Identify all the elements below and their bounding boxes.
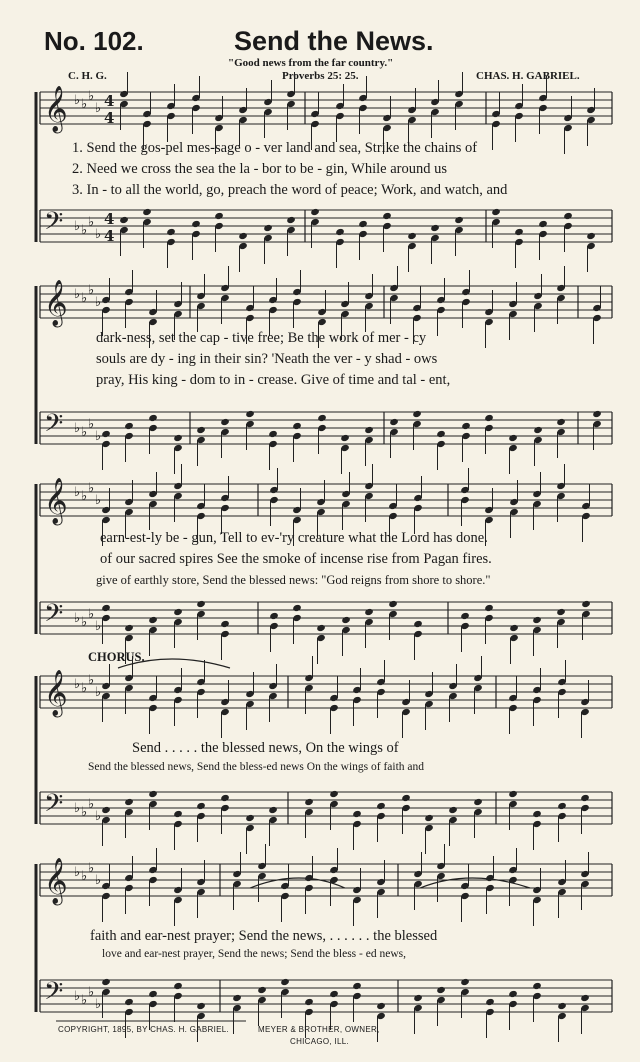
note-head: [563, 212, 573, 220]
note-head: [101, 430, 111, 438]
verse-1-line-3: earn-est-ly be - gun, Tell to ev-'ry creature what the Lord has done.: [100, 530, 488, 546]
time-signature-bottom: 4: [104, 227, 115, 245]
note-head: [413, 994, 423, 1002]
flat-icon: ♭: [74, 287, 81, 302]
flat-icon: ♭: [74, 421, 81, 436]
note-head: [358, 220, 368, 228]
note-head: [292, 422, 302, 430]
bass-clef-icon: 𝄢: [44, 599, 64, 634]
flat-icon: ♭: [95, 429, 102, 444]
note-head: [454, 216, 464, 224]
note-head: [148, 790, 158, 798]
flat-icon: ♭: [74, 677, 81, 692]
note-head: [508, 790, 518, 798]
note-head: [263, 224, 273, 232]
treble-clef-icon: 𝄞: [44, 280, 68, 326]
note-head: [316, 624, 326, 632]
note-head: [292, 604, 302, 612]
flat-icon: ♭: [81, 97, 88, 112]
flat-icon: ♭: [81, 223, 88, 238]
flat-icon: ♭: [88, 89, 95, 104]
note-head: [376, 1002, 386, 1010]
note-head: [214, 212, 224, 220]
note-head: [473, 798, 483, 806]
note-head: [491, 208, 501, 216]
verse-2-line-3: of our sacred spires See the smoke of incense rise from Pagan fires.: [100, 551, 492, 567]
note-head: [460, 612, 470, 620]
note-head: [581, 600, 591, 608]
chorus-line-2-alto: love and ear-nest prayer, Send the news; Send the bless - ed news,: [102, 948, 406, 960]
note-head: [533, 426, 543, 434]
note-head: [304, 798, 314, 806]
flat-icon: ♭: [88, 215, 95, 230]
note-head: [119, 216, 129, 224]
note-head: [341, 616, 351, 624]
flat-icon: ♭: [74, 93, 81, 108]
note-head: [317, 414, 327, 422]
note-head: [148, 414, 158, 422]
flat-icon: ♭: [88, 797, 95, 812]
note-head: [220, 418, 230, 426]
note-head: [101, 604, 111, 612]
flat-icon: ♭: [95, 619, 102, 634]
note-head: [413, 620, 423, 628]
flat-icon: ♭: [95, 873, 102, 888]
flat-icon: ♭: [88, 417, 95, 432]
bass-clef-icon: 𝄢: [44, 977, 64, 1012]
chorus-label: CHORUS.: [88, 650, 145, 664]
note-head: [280, 978, 290, 986]
note-head: [268, 430, 278, 438]
publisher-city: CHICAGO, ILL.: [290, 1037, 350, 1046]
note-head: [514, 228, 524, 236]
note-head: [364, 426, 374, 434]
flat-icon: ♭: [81, 291, 88, 306]
note-head: [196, 600, 206, 608]
verse-3-line-3: give of earthly store, Send the blessed news: "God reigns from shore to shore.": [96, 573, 491, 587]
treble-clef-icon: 𝄞: [44, 86, 68, 132]
note-head: [532, 810, 542, 818]
verse-3-line-1: 3. In - to all the world, go, preach the word of peace; Work, and watch, and: [72, 182, 508, 198]
note-head: [124, 624, 134, 632]
note-head: [196, 426, 206, 434]
flat-icon: ♭: [88, 283, 95, 298]
note-head: [508, 990, 518, 998]
verse-3-line-2: pray, His king - dom to in - crease. Give of time and tal - ent,: [96, 372, 451, 388]
verse-1-line-1: 1. Send the gos-pel mes-sage o - ver land and sea, Strike the chains of: [72, 140, 478, 156]
flat-icon: ♭: [74, 485, 81, 500]
note-head: [436, 986, 446, 994]
flat-icon: ♭: [74, 865, 81, 880]
flat-icon: ♭: [88, 607, 95, 622]
flat-icon: ♭: [95, 101, 102, 116]
note-head: [401, 794, 411, 802]
note-head: [173, 608, 183, 616]
note-head: [556, 608, 566, 616]
hymn-title: Send the News.: [234, 26, 434, 56]
note-head: [532, 982, 542, 990]
note-head: [484, 604, 494, 612]
verse-2-line-2: souls are dy - ing in their sin? 'Neath the ver - y shad - ows: [96, 351, 438, 367]
note-head: [335, 228, 345, 236]
note-head: [580, 994, 590, 1002]
note-head: [484, 414, 494, 422]
publisher-owner: MEYER & BROTHER, OWNER,: [258, 1025, 380, 1034]
flat-icon: ♭: [81, 805, 88, 820]
note-head: [364, 608, 374, 616]
flat-icon: ♭: [81, 425, 88, 440]
chorus-line-1-alto: Send the blessed news, Send the bless-ed news On the wings of faith and: [88, 761, 424, 773]
note-head: [101, 978, 111, 986]
note-head: [557, 802, 567, 810]
note-head: [382, 212, 392, 220]
note-head: [124, 998, 134, 1006]
flat-icon: ♭: [74, 611, 81, 626]
note-head: [269, 612, 279, 620]
note-head: [304, 998, 314, 1006]
note-head: [485, 998, 495, 1006]
treble-clef-icon: 𝄞: [44, 858, 68, 904]
note-head: [173, 810, 183, 818]
flat-icon: ♭: [88, 861, 95, 876]
note-head: [232, 994, 242, 1002]
note-head: [124, 798, 134, 806]
note-head: [329, 990, 339, 998]
flat-icon: ♭: [81, 489, 88, 504]
bass-clef-icon: 𝄢: [44, 207, 64, 242]
note-head: [352, 982, 362, 990]
note-head: [424, 814, 434, 822]
flat-icon: ♭: [88, 985, 95, 1000]
note-head: [148, 616, 158, 624]
flat-icon: ♭: [81, 869, 88, 884]
scripture-reference: Proverbs 25: 25.: [282, 70, 359, 82]
note-head: [142, 208, 152, 216]
time-signature-bottom: 4: [104, 109, 115, 127]
copyright-notice: COPYRIGHT, 1895, BY CHAS. H. GABRIEL.: [58, 1025, 230, 1034]
flat-icon: ♭: [88, 673, 95, 688]
note-head: [376, 802, 386, 810]
flat-icon: ♭: [95, 809, 102, 824]
flat-icon: ♭: [74, 989, 81, 1004]
treble-clef-icon: 𝄞: [44, 670, 68, 716]
note-head: [245, 814, 255, 822]
note-head: [448, 806, 458, 814]
note-head: [557, 1002, 567, 1010]
note-head: [436, 430, 446, 438]
flat-icon: ♭: [95, 493, 102, 508]
note-head: [538, 220, 548, 228]
flat-icon: ♭: [95, 997, 102, 1012]
note-head: [340, 434, 350, 442]
note-head: [310, 208, 320, 216]
flat-icon: ♭: [81, 993, 88, 1008]
flat-icon: ♭: [74, 801, 81, 816]
note-head: [238, 232, 248, 240]
note-head: [191, 220, 201, 228]
chorus-line-1: Send . . . . . the blessed news, On the wings of: [132, 740, 399, 756]
note-head: [580, 794, 590, 802]
note-head: [148, 990, 158, 998]
note-head: [586, 232, 596, 240]
note-head: [124, 422, 134, 430]
note-head: [257, 986, 267, 994]
bass-clef-icon: 𝄢: [44, 409, 64, 444]
note-head: [196, 1002, 206, 1010]
time-signature-top: 4: [104, 210, 115, 228]
verse-2-line-1: 2. Need we cross the sea the la - bor to be - gin, While around us: [72, 161, 448, 177]
note-head: [592, 410, 602, 418]
flat-icon: ♭: [81, 615, 88, 630]
note-head: [461, 422, 471, 430]
note-head: [173, 434, 183, 442]
note-head: [220, 620, 230, 628]
note-head: [196, 802, 206, 810]
chorus-line-2: faith and ear-nest prayer; Send the news, . . . . . . the blessed: [90, 928, 438, 944]
note-head: [508, 434, 518, 442]
note-head: [173, 982, 183, 990]
note-head: [220, 794, 230, 802]
note-head: [430, 224, 440, 232]
flat-icon: ♭: [95, 685, 102, 700]
note-head: [460, 978, 470, 986]
note-head: [556, 418, 566, 426]
bass-clef-icon: 𝄢: [44, 789, 64, 824]
note-head: [407, 232, 417, 240]
note-head: [532, 616, 542, 624]
note-head: [329, 790, 339, 798]
note-head: [388, 600, 398, 608]
note-head: [389, 418, 399, 426]
flat-icon: ♭: [95, 227, 102, 242]
flat-icon: ♭: [74, 219, 81, 234]
note-head: [509, 624, 519, 632]
flat-icon: ♭: [81, 681, 88, 696]
note-head: [412, 410, 422, 418]
hymn-number: No. 102.: [44, 26, 144, 56]
flat-icon: ♭: [88, 481, 95, 496]
note-head: [352, 810, 362, 818]
composer-credit: CHAS. H. GABRIEL.: [476, 70, 580, 82]
note-head: [101, 806, 111, 814]
time-signature-top: 4: [104, 92, 115, 110]
treble-clef-icon: 𝄞: [44, 478, 68, 524]
note-head: [245, 410, 255, 418]
note-head: [166, 228, 176, 236]
note-head: [268, 806, 278, 814]
lyricist-credit: C. H. G.: [68, 70, 107, 82]
hymn-subtitle: "Good news from the far country.": [228, 57, 394, 69]
note-head: [286, 216, 296, 224]
verse-1-line-2: dark-ness, set the cap - tive free; Be the work of mer - cy: [96, 330, 427, 346]
flat-icon: ♭: [95, 295, 102, 310]
